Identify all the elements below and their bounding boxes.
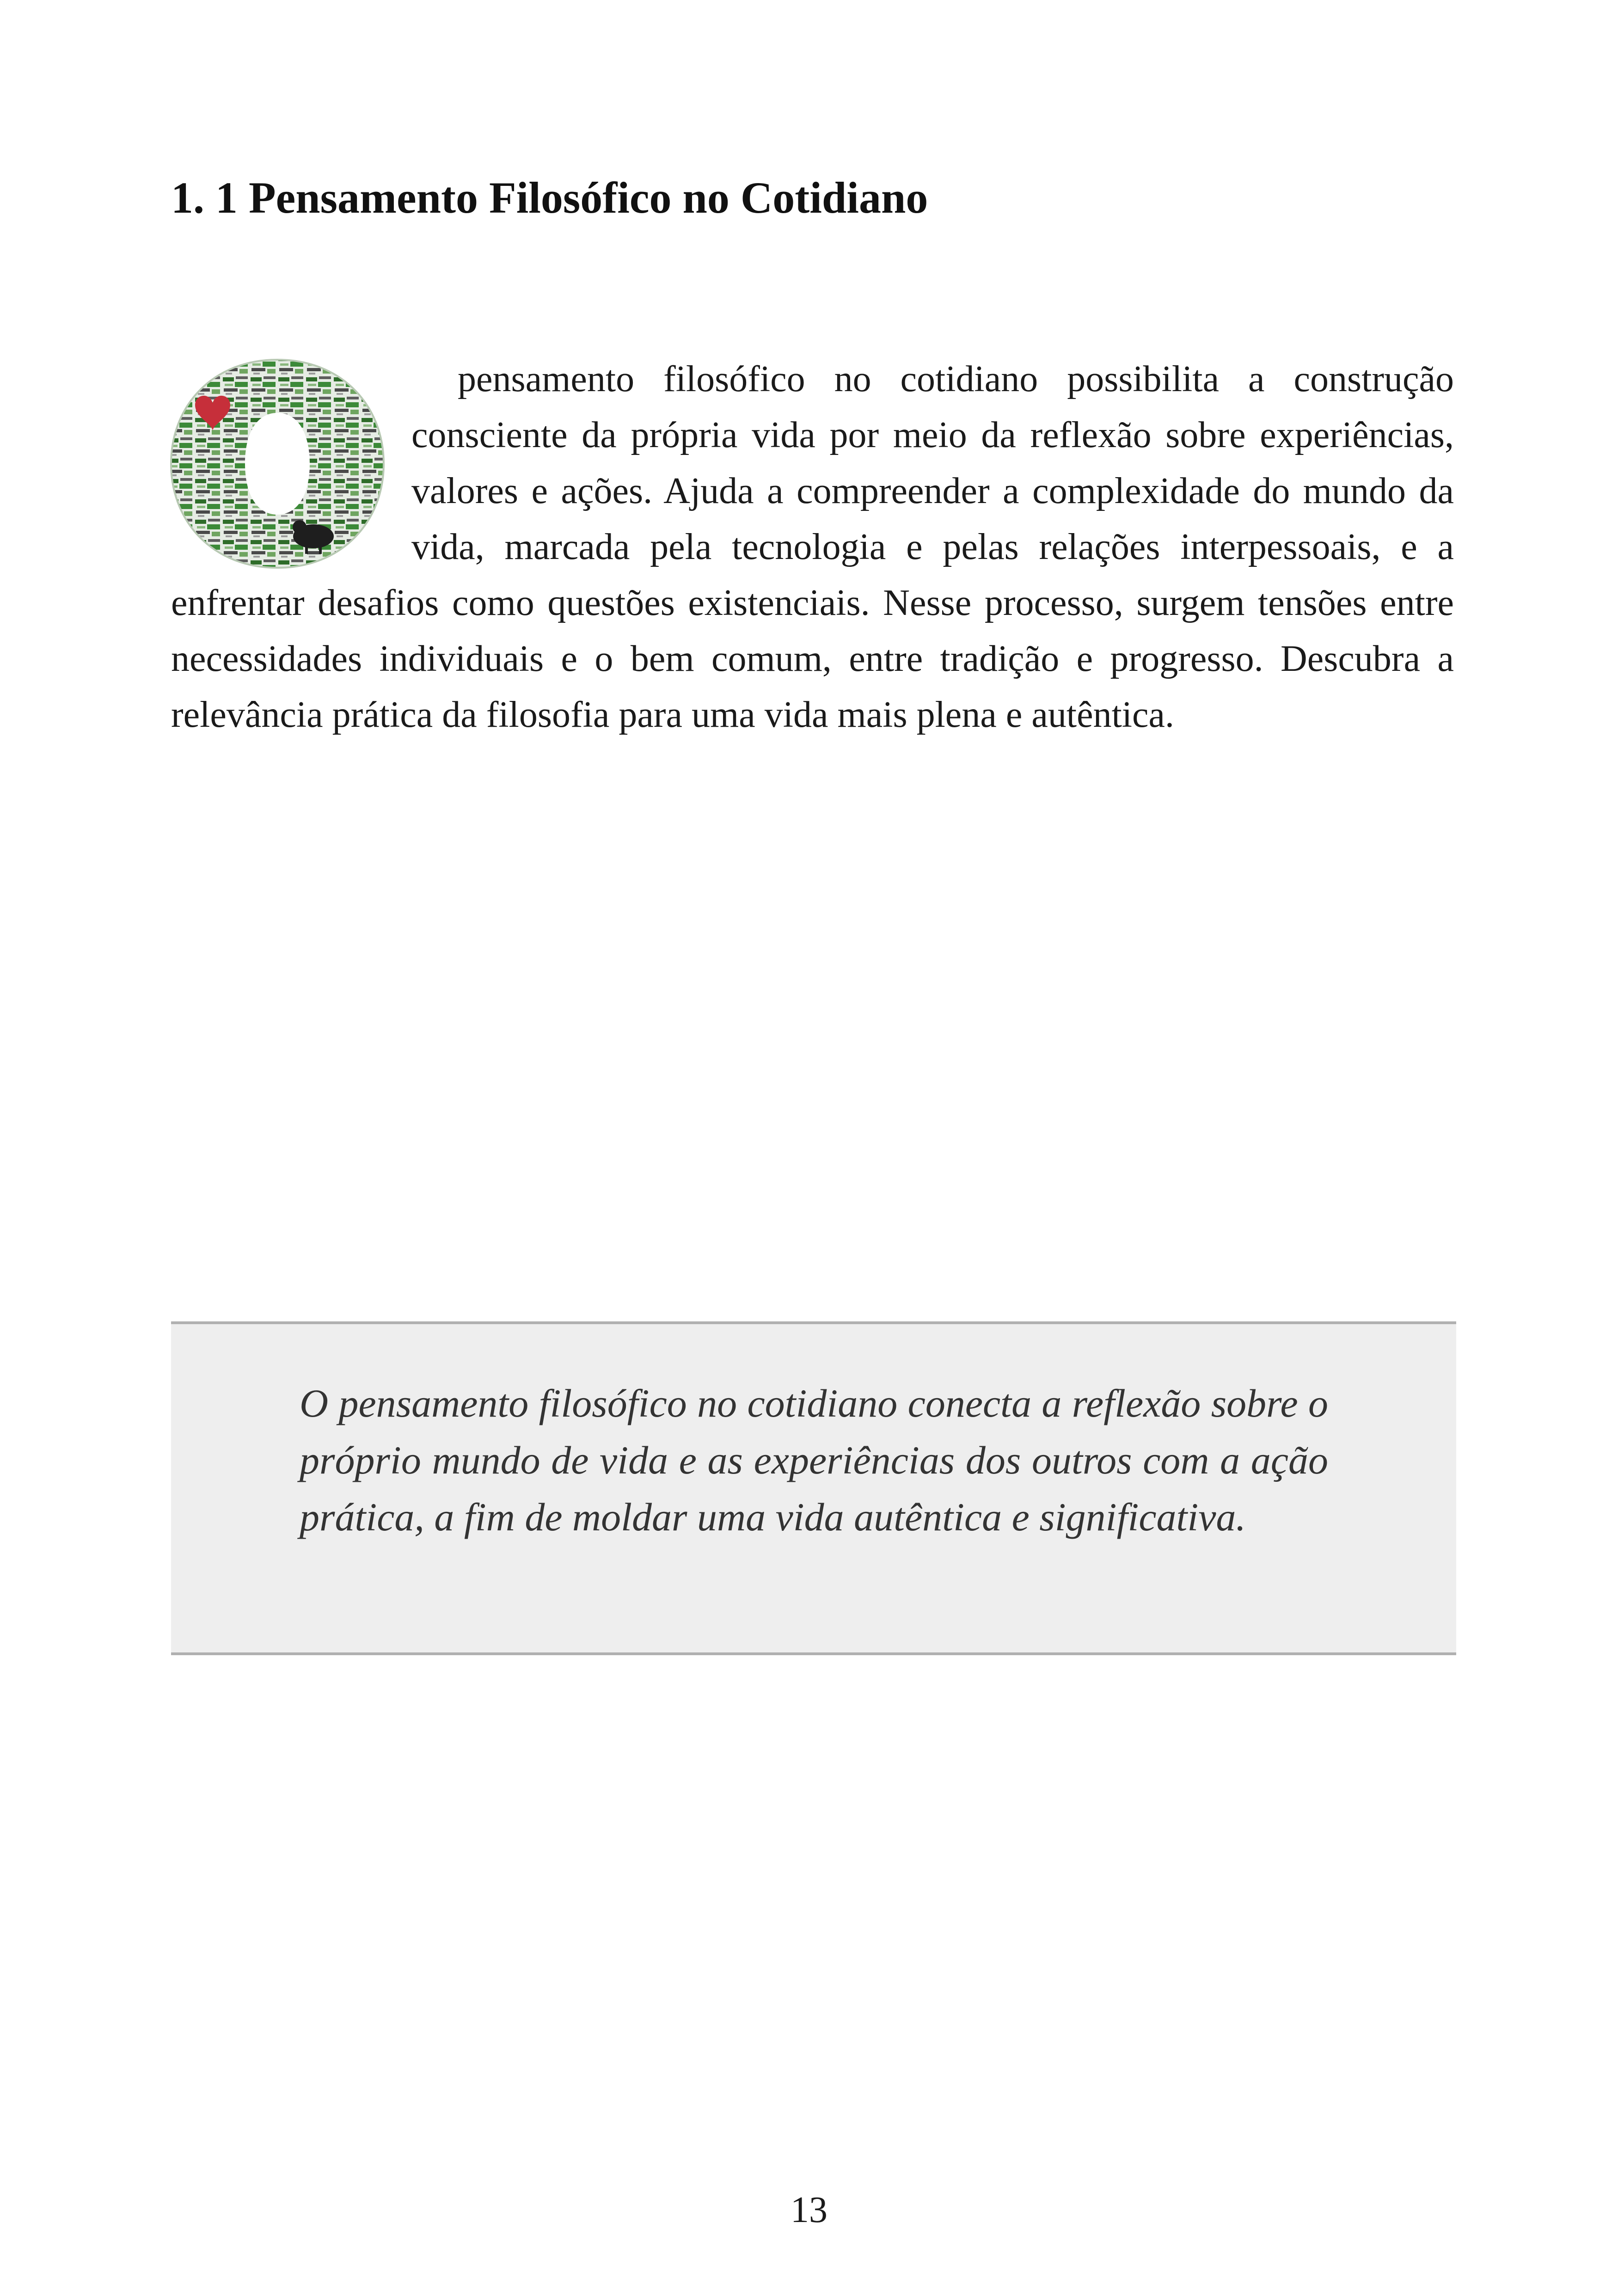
intro-text: filosófico no cotidiano possibilita a construção consciente da própria vida por meio da reflexão sobre experiências, valores e ações. Ajuda a compreender a complexidade do mundo da vida, marcada pela tecnologia e pelas relações interpessoais, e a enfrentar desafios como questões existenciais. Nesse processo, surgem tensões entre necessidades individuais e o bem comum, entre tradição e progresso. Descubra a relevância prática da filosofia para uma vida mais plena e autêntica. [171, 359, 1454, 735]
intro-paragraph [171, 351, 1454, 743]
callout-box [171, 1321, 1456, 1655]
intro-first-word: pensamento [458, 359, 664, 399]
page-title: 1. 1 Pensamento Filosófico no Cotidiano [171, 173, 928, 222]
drop-cap-letter-o-icon [166, 355, 388, 572]
callout-text: O pensamento filosófico no cotidiano conecta a reflexão sobre o próprio mundo de vida e as experiências dos outros com a ação prática, a fim de moldar uma vida autêntica e significativa. [300, 1381, 1328, 1539]
page-number: 13 [791, 2190, 827, 2230]
